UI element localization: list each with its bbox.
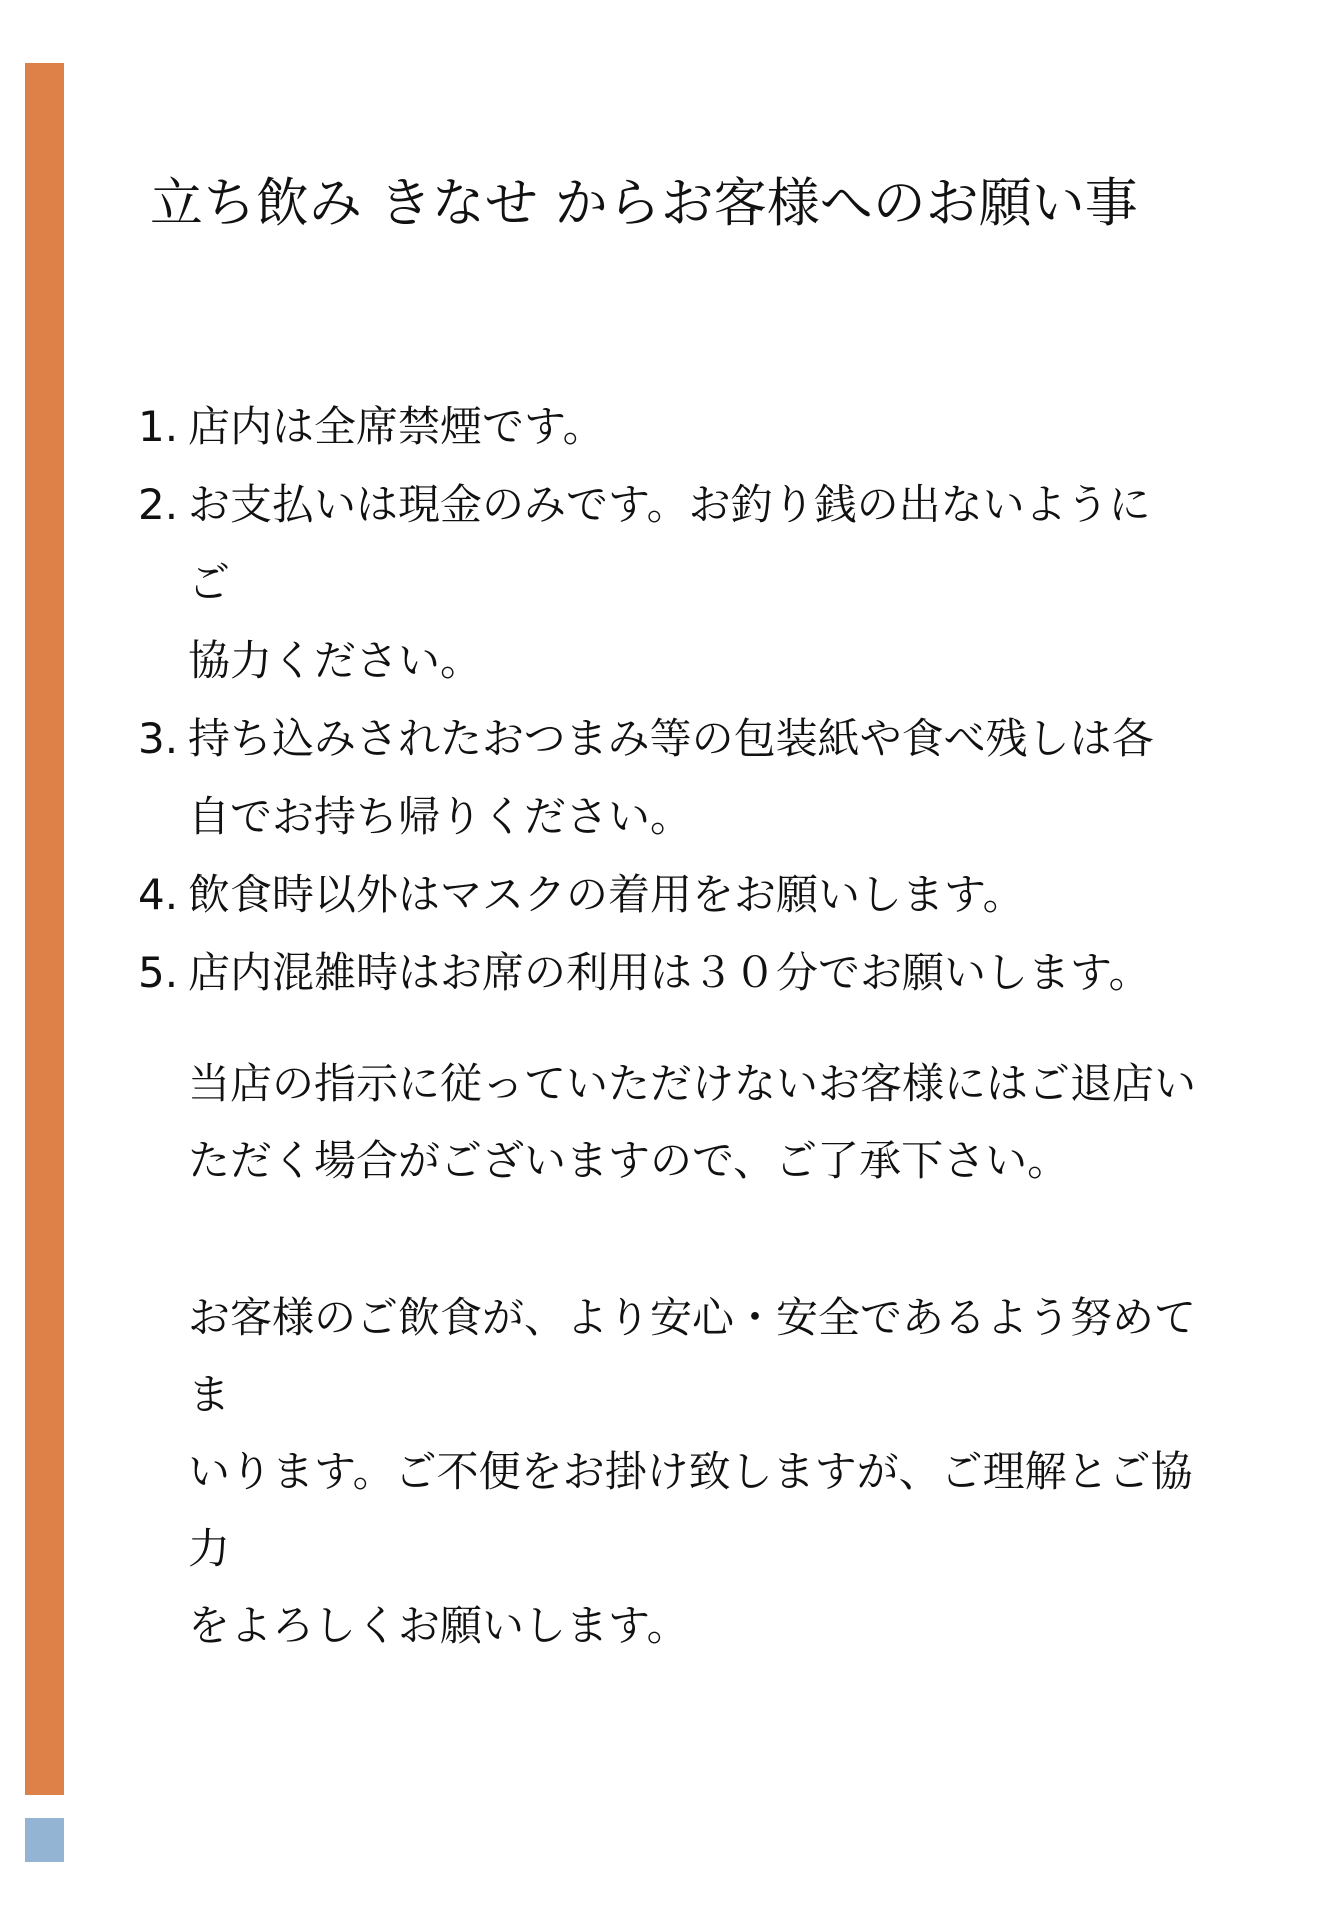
rule-text: 店内は全席禁煙です。 (188, 402, 605, 451)
rule-item (0, 466, 1321, 700)
page-title: 立ち飲み きなせ からお客様へのお願い事 (150, 173, 1138, 234)
rule-text: 店内混雑時はお席の利用は３０分でお願いします。 (188, 948, 1151, 997)
notice-paragraph: 当店の指示に従っていただけないお客様にはご退店い ただく場合がございますので、ご了承下さい。 (188, 1059, 1197, 1185)
rule-text: 飲食時以外はマスクの着用をお願いします。 (188, 870, 1025, 919)
rule-text: お支払いは現金のみです。お釣り銭の出ないようにご 協力ください。 (188, 480, 1151, 685)
rule-number: 1. (138, 402, 179, 451)
rule-number: 4. (138, 870, 179, 919)
rule-number: 5. (138, 948, 179, 997)
rule-item (0, 388, 1321, 466)
rule-item (0, 700, 1321, 856)
closing-paragraph: お客様のご飲食が、より安心・安全であるよう努めてま いります。ご不便をお掛け致しますが、ご理解とご協力 をよろしくお願いします。 (188, 1293, 1197, 1650)
rule-item (0, 934, 1321, 1012)
rule-number: 3. (138, 714, 179, 763)
rule-item (0, 856, 1321, 934)
accent-square (25, 1818, 64, 1862)
rules-list (0, 388, 1321, 1012)
rule-text: 持ち込みされたおつまみ等の包装紙や食べ残しは各 自でお持ち帰りください。 (188, 714, 1154, 841)
rule-number: 2. (138, 480, 179, 529)
